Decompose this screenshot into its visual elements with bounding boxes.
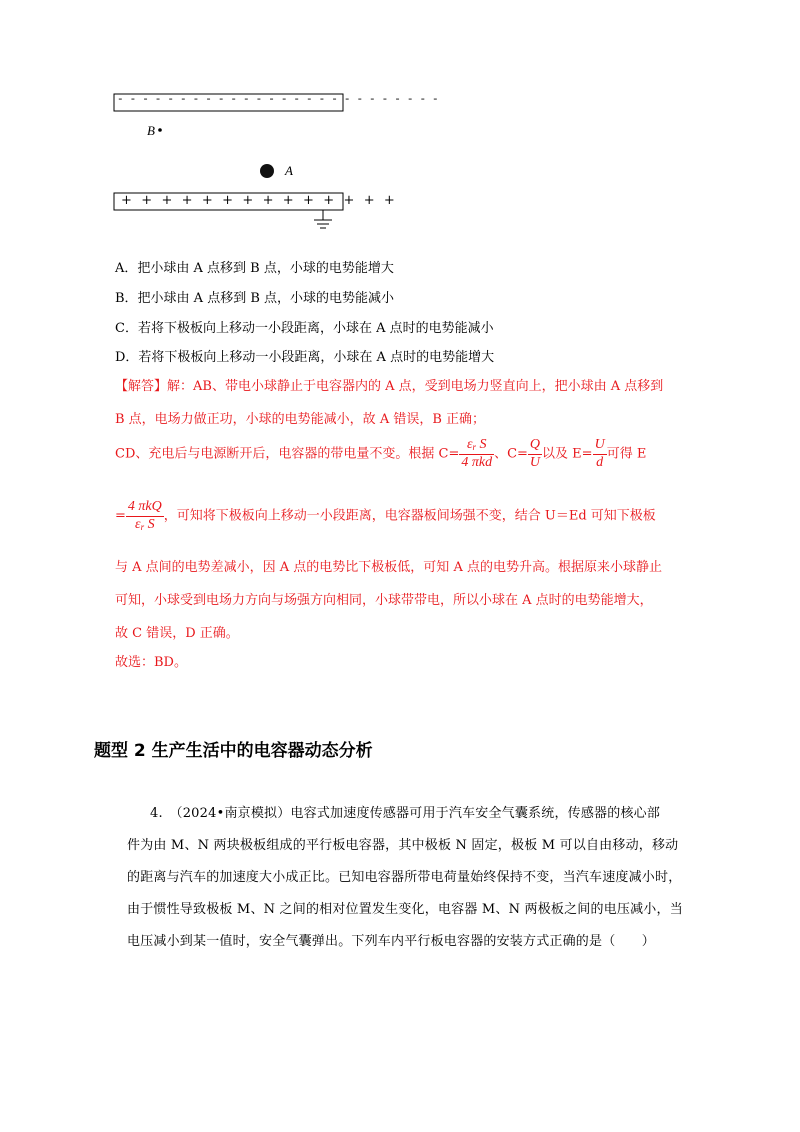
answer-line-2: B 点，电场力做正功，小球的电势能减小，故 A 错误，B 正确； (115, 412, 486, 427)
answer-line-3-d: 可得 E (606, 446, 647, 462)
label-a: A (285, 163, 293, 178)
formula-c-q (528, 438, 542, 470)
f1-num-b: S (479, 437, 487, 452)
answer-line-1: 【解答】解：AB、带电小球静止于电容器内的 A 点，受到电场力竖直向上，把小球由 A 点移到 (115, 379, 664, 394)
f3-num: U (593, 438, 607, 455)
answer-line-4 (115, 500, 656, 532)
answer-line-7: 故 C 错误，D 正确。 (115, 626, 239, 641)
option-c: C．若将下极板向上移动一小段距离，小球在 A 点时的电势能减小 (115, 321, 494, 336)
answer-line-3-b: 、C= (494, 446, 528, 462)
f2-num: Q (528, 438, 542, 455)
option-b: B．把小球由 A 点移到 B 点，小球的电势能减小 (115, 291, 395, 306)
f4-den-a: ε (135, 516, 141, 532)
f4-num: 4 πkQ (126, 500, 164, 517)
ball-a (260, 164, 274, 178)
answer-line-4-pre: = (115, 508, 126, 524)
point-b-dot (158, 128, 162, 132)
question-4-line-4: 由于惯性导致极板 M、N 之间的相对位置发生变化，电容器 M、N 两极板之间的电压减小，当 (127, 902, 683, 917)
formula-e-result (126, 500, 164, 532)
question-4-line-3: 的距离与汽车的加速度大小成正比。已知电容器所带电荷量始终保持不变，当汽车速度减小时， (127, 870, 682, 885)
option-a: A．把小球由 A 点移到 B 点，小球的电势能增大 (115, 261, 394, 276)
f4-den-b: S (147, 516, 155, 532)
capacitor-diagram (113, 92, 439, 232)
answer-line-4-post: ，可知将下极板向上移动一小段距离，电容器板间场强不变，结合 U＝Ed 可知下极板 (163, 508, 656, 524)
label-b: B (147, 123, 155, 138)
section-heading: 题型 2 生产生活中的电容器动态分析 (94, 741, 373, 761)
f3-den: d (596, 454, 604, 470)
answer-line-6: 可知，小球受到电场力方向与场强方向相同，小球带带电，所以小球在 A 点时的电势能增大， (115, 593, 653, 608)
formula-e-u (593, 438, 607, 470)
question-4-line-5: 电压减小到某一值时，安全气囊弹出。下列车内平行板电容器的安装方式正确的是（ ） (127, 934, 656, 949)
answer-line-3 (115, 438, 646, 470)
answer-line-8: 故选：BD。 (115, 655, 187, 670)
option-d: D．若将下极板向上移动一小段距离，小球在 A 点时的电势能增大 (115, 350, 495, 365)
question-4-line-2: 件为由 M、N 两块极板组成的平行板电容器，其中极板 N 固定，极板 M 可以自由移动，移动 (127, 838, 679, 853)
bottom-plate-signs: + + + + + + + + + + + + + + (121, 193, 398, 208)
f2-den: U (529, 454, 541, 470)
f1-num-sub: r (472, 442, 476, 452)
answer-line-3-c: 以及 E= (542, 446, 593, 462)
formula-c-epsilon (459, 438, 494, 470)
f1-num-a: ε (466, 437, 473, 452)
answer-line-3-a: CD、充电后与电源断开后，电容器的带电量不变。根据 C= (115, 446, 460, 462)
capacitor-figure (113, 92, 439, 232)
top-plate-signs: - - - - - - - - - - - - - - - - - - - - - - - - - - (117, 94, 439, 106)
f4-den-sub: r (140, 521, 145, 532)
question-4-line-1: 4. （2024•南京模拟）电容式加速度传感器可用于汽车安全气囊系统，传感器的核心部 (150, 806, 661, 821)
answer-line-5: 与 A 点间的电势差减小，因 A 点的电势比下极板低，可知 A 点的电势升高。根据原来小球静止 (115, 560, 662, 575)
f1-den: 4 πkd (461, 454, 493, 470)
